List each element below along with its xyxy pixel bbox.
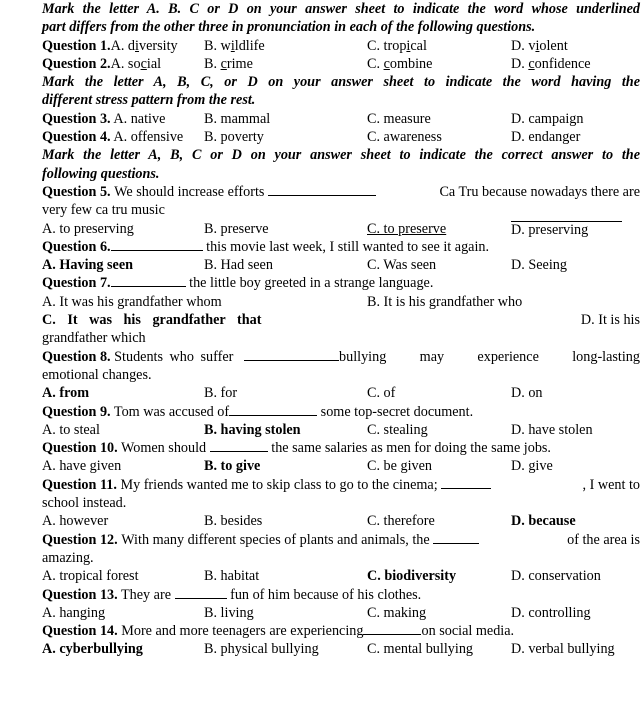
option-d: D. conservation [511, 568, 601, 585]
option-d: D. It is his [580, 312, 640, 329]
question-14-options [42, 640, 640, 658]
question-8-options [42, 384, 640, 402]
option-d: D. preserving [511, 221, 622, 238]
question-label: Question 4. [42, 129, 111, 146]
question-label: Question 6. [42, 238, 111, 255]
option-d: D. verbal bullying [511, 641, 615, 658]
question-label: Question 11. [42, 476, 117, 493]
option-c: C. It was his grandfather that [42, 312, 262, 329]
option-d: D. Seeing [511, 257, 567, 274]
option-c: C. to preserve [367, 220, 447, 237]
option-a: A. to preserving [42, 220, 134, 237]
question-label: Question 8. [42, 348, 111, 365]
answer-blank [111, 274, 186, 287]
question-7-options-cd [42, 311, 640, 329]
question-12-stem-2: amazing. [42, 549, 94, 566]
option-a: A. from [42, 385, 90, 402]
option-b: B. Had seen [204, 257, 273, 274]
question-5-stem: Question 5. We should increase efforts Ca Tru because nowadays there are [42, 183, 640, 200]
answer-blank [441, 476, 491, 489]
question-10-options [42, 457, 640, 475]
question-label: Question 14. [42, 623, 118, 640]
option-d: D. endanger [511, 129, 581, 146]
question-7-stem: Question 7. the little boy greeted in a strange language. [42, 275, 434, 292]
answer-blank [175, 586, 227, 599]
question-label: Question 13. [42, 586, 118, 603]
question-10-stem: Question 10. Women should the same salaries as men for doing the same jobs. [42, 440, 551, 457]
question-4: Question 4. A. offensive B. poverty C. awareness D. endanger [42, 129, 581, 146]
worksheet [42, 0, 640, 659]
option-d: D. have stolen [511, 421, 593, 438]
option-b: B. preserve [204, 220, 269, 237]
question-1: Question 1.A. diversity B. wildlife C. tropical D. violent [42, 37, 568, 54]
option-c: C. awareness [367, 129, 442, 146]
answer-blank [433, 531, 479, 544]
answer-blank [210, 439, 268, 452]
option-a: A. cyberbullying [42, 641, 143, 658]
question-label: Question 9. [42, 403, 111, 420]
question-label: Question 7. [42, 275, 111, 292]
option-d: D. give [511, 458, 553, 475]
option-c: C. Was seen [367, 257, 437, 274]
question-9-stem: Question 9. Tom was accused of some top-secret document. [42, 403, 474, 420]
question-8-stem: Question 8. Students who suffer bullying may experience long-lasting [42, 348, 640, 365]
option-c: C. measure [367, 110, 431, 127]
question-13-stem: Question 13. They are fun of him because of his clothes. [42, 586, 422, 603]
question-6-options [42, 256, 640, 274]
option-b: B. crime [204, 55, 253, 72]
instruction-stress-line-2: different stress pattern from the rest. [42, 92, 256, 109]
question-5-stem-2: very few ca tru music [42, 202, 165, 219]
answer-blank [244, 348, 339, 361]
option-b: B. wildlife [204, 37, 265, 54]
option-d: D. because [511, 513, 576, 530]
option-c: C. making [367, 604, 427, 621]
option-a: A. Having seen [42, 257, 134, 274]
question-5-options [42, 220, 640, 238]
option-a: A. have given [42, 458, 122, 475]
question-label: Question 3. [42, 110, 111, 127]
answer-blank [268, 183, 376, 196]
option-b: B. having stolen [204, 421, 301, 438]
option-c: C. combine [367, 55, 433, 72]
option-b: B. It is his grandfather who [367, 293, 523, 310]
option-a: A. hanging [42, 604, 106, 621]
option-d: D. campaign [511, 110, 584, 127]
question-12-stem: Question 12. With many different species of plants and animals, the of the area is [42, 531, 640, 548]
question-11-stem: Question 11. My friends wanted me to skip class to go to the cinema; , I went to [42, 476, 640, 493]
question-6-stem: Question 6. this movie last week, I still wanted to see it again. [42, 238, 490, 255]
question-label: Question 10. [42, 440, 118, 457]
question-7-option-c-continued: grandfather which [42, 330, 146, 347]
instruction-stress-line-1: Mark the letter A, B, C, or D on your answer sheet to indicate the word having the [42, 74, 640, 91]
question-13-options [42, 604, 640, 622]
option-b: B. to give [204, 458, 261, 475]
question-label: Question 2. [42, 55, 111, 72]
question-11-options [42, 512, 640, 530]
instruction-correct-line-2: following questions. [42, 165, 160, 182]
question-2: Question 2.A. social B. crime C. combine D. confidence [42, 55, 591, 72]
question-3: Question 3. A. native B. mammal C. measure D. campaign [42, 110, 584, 127]
question-label: Question 5. [42, 183, 111, 200]
option-c: C. be given [367, 458, 433, 475]
option-d: D. on [511, 385, 543, 402]
question-label: Question 12. [42, 531, 118, 548]
option-c: C. mental bullying [367, 641, 474, 658]
option-b: B. physical bullying [204, 641, 319, 658]
answer-blank [363, 622, 421, 635]
option-d: D. controlling [511, 604, 591, 621]
question-12-options [42, 567, 640, 585]
question-14-stem: Question 14. More and more teenagers are experiencing on social media. [42, 623, 515, 640]
option-a: A. however [42, 513, 109, 530]
question-label: Question 1. [42, 37, 111, 54]
option-d: D. violent [511, 37, 568, 54]
option-c: C. therefore [367, 513, 435, 530]
question-11-stem-2: school instead. [42, 495, 127, 512]
instruction-correct-line-1: Mark the letter A, B, C or D on your answer sheet to indicate the correct answer to the [42, 147, 640, 164]
option-b: B. mammal [204, 110, 271, 127]
option-b: B. living [204, 604, 254, 621]
question-8-stem-2: emotional changes. [42, 366, 152, 383]
option-a: A. tropical forest [42, 568, 139, 585]
option-c: C. of [367, 385, 396, 402]
answer-blank [111, 238, 203, 251]
question-7-options-ab [42, 293, 640, 311]
question-9-options [42, 421, 640, 439]
option-c: C. stealing [367, 421, 428, 438]
option-b: B. for [204, 385, 238, 402]
option-a: A. to steal [42, 421, 100, 438]
option-a: A. It was his grandfather whom [42, 293, 222, 310]
option-b: B. habitat [204, 568, 260, 585]
option-c: C. biodiversity [367, 568, 457, 585]
instruction-pronunciation-line-1: Mark the letter A. B. C or D on your answer sheet to indicate the word whose underlined [42, 1, 640, 17]
option-c: C. tropical [367, 37, 427, 54]
option-b: B. poverty [204, 129, 264, 146]
option-d: D. confidence [511, 55, 591, 72]
answer-blank [229, 403, 317, 416]
option-b: B. besides [204, 513, 263, 530]
instruction-pronunciation-line-2: part differs from the other three in pronunciation in each of the following questions. [42, 19, 536, 36]
